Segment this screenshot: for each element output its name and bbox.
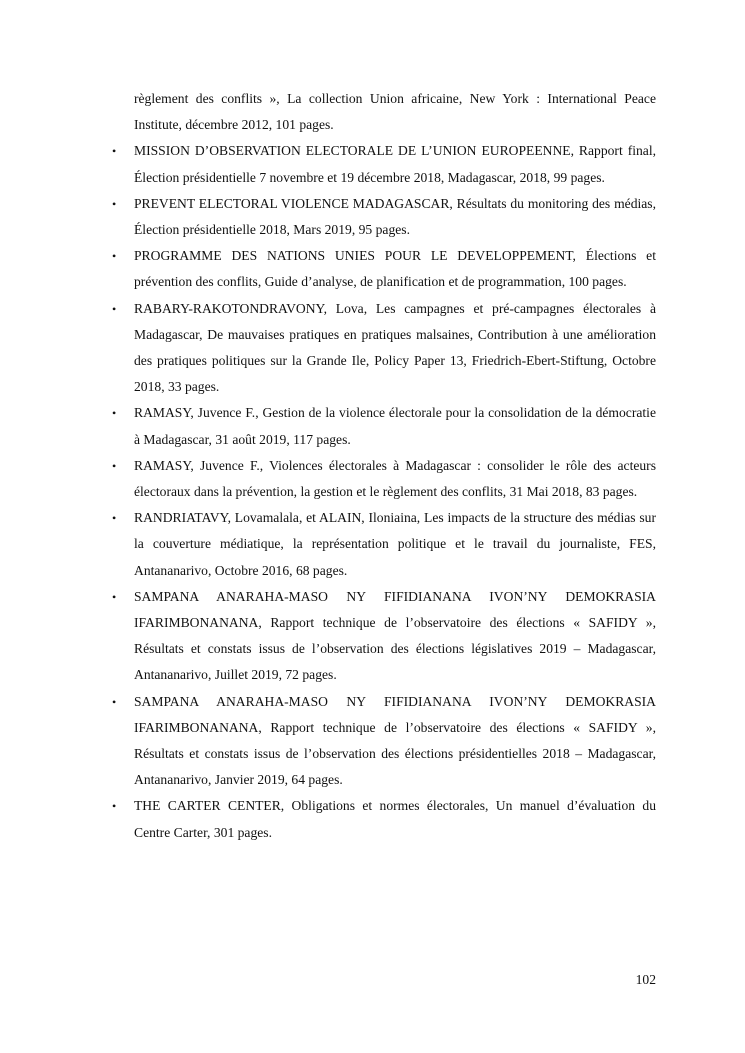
bullet-icon: • <box>112 406 117 421</box>
bibliography-section <box>112 86 656 846</box>
bullet-icon: • <box>112 196 117 211</box>
bullet-icon: • <box>112 301 117 316</box>
reference-text: SAMPANA ANARAHA-MASO NY FIFIDIANANA IVON’NY DEMOKRASIA IFARIMBONANANA, Rapport technique de l’observatoire des élections « SAFIDY », Résultats et constats issus de l’observation des élections législatives 2019 – Madagascar, Antananarivo, Juillet 2019, 72 pages. <box>134 588 656 683</box>
reference-item <box>112 138 656 190</box>
bullet-icon: • <box>112 144 117 159</box>
bullet-icon: • <box>112 249 117 264</box>
reference-item <box>112 453 656 505</box>
reference-list <box>112 138 656 845</box>
reference-text: THE CARTER CENTER, Obligations et normes électorales, Un manuel d’évaluation du Centre Carter, 301 pages. <box>134 798 656 840</box>
reference-text: RABARY-RAKOTONDRAVONY, Lova, Les campagnes et pré-campagnes électorales à Madagascar, De mauvaises pratiques en pratiques malsaines, Contribution à une amélioration des pratiques politiques sur la Grande Ile, Policy Paper 13, Friedrich-Ebert-Stiftung, Octobre 2018, 33 pages. <box>134 300 656 395</box>
reference-item <box>112 584 656 689</box>
reference-item <box>112 793 656 845</box>
reference-text: RAMASY, Juvence F., Violences électorales à Madagascar : consolider le rôle des acteurs électoraux dans la prévention, la gestion et le règlement des conflits, 31 Mai 2018, 83 pages. <box>134 457 656 500</box>
reference-text: MISSION D’OBSERVATION ELECTORALE DE L’UNION EUROPEENNE, Rapport final, Élection présidentielle 7 novembre et 19 décembre 2018, Madagascar, 2018, 99 pages. <box>134 143 656 185</box>
reference-item <box>112 400 656 452</box>
reference-text: PROGRAMME DES NATIONS UNIES POUR LE DEVELOPPEMENT, Élections et prévention des conflits, Guide d’analyse, de planification et de programmation, 100 pages. <box>134 248 656 290</box>
reference-text: SAMPANA ANARAHA-MASO NY FIFIDIANANA IVON’NY DEMOKRASIA IFARIMBONANANA, Rapport technique de l’observatoire des élections « SAFIDY », Résultats et constats issus de l’observation des élections présidentielles 2018 – Madagascar, Antananarivo, Janvier 2019, 64 pages. <box>134 693 656 788</box>
continued-reference: règlement des conflits », La collection Union africaine, New York : International Peace Institute, décembre 2012, 101 pages. <box>134 91 656 133</box>
reference-item <box>112 296 656 401</box>
bullet-icon: • <box>112 511 117 526</box>
reference-item <box>112 505 656 584</box>
bullet-icon: • <box>112 694 117 709</box>
bullet-icon: • <box>112 799 117 814</box>
reference-text: RAMASY, Juvence F., Gestion de la violence électorale pour la consolidation de la démocratie à Madagascar, 31 août 2019, 117 pages. <box>134 405 656 447</box>
reference-item <box>112 191 656 243</box>
reference-item <box>112 689 656 794</box>
bullet-icon: • <box>112 589 117 604</box>
page-number: 102 <box>635 972 656 987</box>
reference-text: PREVENT ELECTORAL VIOLENCE MADAGASCAR, Résultats du monitoring des médias, Élection présidentielle 2018, Mars 2019, 95 pages. <box>134 195 656 238</box>
bullet-icon: • <box>112 458 117 473</box>
reference-item <box>112 243 656 295</box>
reference-text: RANDRIATAVY, Lovamalala, et ALAIN, Iloniaina, Les impacts de la structure des médias sur la couverture médiatique, la représentation politique et le travail du journaliste, FES, Antananarivo, Octobre 2016, 68 pages. <box>134 510 656 578</box>
